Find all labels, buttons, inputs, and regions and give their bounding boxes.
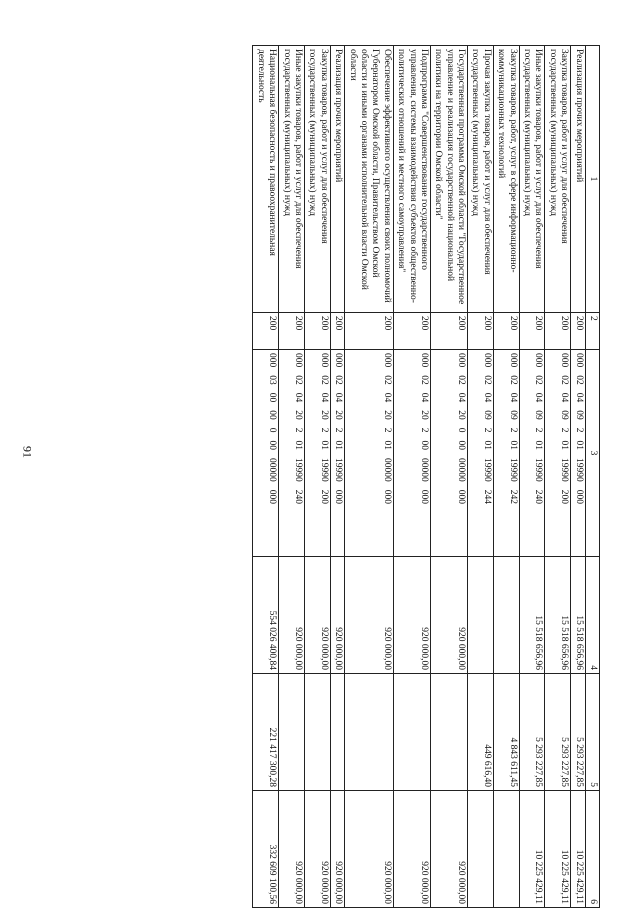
classification-part: 20 [418,410,429,420]
classification-part: 01 [573,440,584,450]
header-col-3: 3 [585,350,599,557]
classification-part: 2 [318,427,329,433]
row-amount-col6: 920 000,00 [393,791,430,908]
row-amount-col6: 920 000,00 [330,791,344,908]
classification-part: 20 [381,410,392,420]
row-amount-col5 [430,674,467,791]
row-name: Прочая закупка товаров, работ и услуг для обеспечения государственных (муниципальных) нужд [468,46,494,313]
page-number: 91 [20,446,35,458]
classification-part: 02 [293,375,304,385]
budget-table [252,45,600,908]
classification-part: 20 [293,410,304,420]
row-name: Подпрограмма "Совершенствование государственного управления, системы взаимодействия субъектов общественно-политических отношений и местного самоуправления" [393,46,430,313]
table-row [279,46,305,908]
classification-part: 000 [333,353,344,368]
budget-table-container [40,45,600,904]
row-amount-col4: 920 000,00 [279,557,305,674]
row-name: Обеспечение эффективного осуществления своих полномочий Губернатором Омской области, Правительством Омской области и иными органами исполнительной власти Омской области [345,46,394,313]
header-col-5: 5 [585,674,599,791]
classification-part: 01 [481,440,492,450]
classification-part: 09 [481,410,492,420]
classification-part: 01 [333,440,344,450]
classification-part: 2 [418,427,429,433]
table-row [305,46,331,908]
classification-part: 04 [333,392,344,403]
row-amount-col5: 449 616,40 [468,674,494,791]
row-classification [253,350,279,557]
classification-part: 04 [293,392,304,403]
row-code: 200 [279,313,305,350]
table-row [430,46,467,908]
classification-part: 20 [318,410,329,420]
classification-part: 01 [533,440,544,450]
table-row [345,46,394,908]
header-col-1: 1 [585,46,599,313]
classification-part: 000 [456,353,467,368]
classification-part: 000 [533,353,544,368]
classification-part: 000 [418,489,429,504]
classification-part: 19990 [481,458,492,482]
classification-part: 19990 [293,458,304,482]
classification-part: 000 [418,353,429,368]
classification-part: 02 [333,375,344,385]
classification-part: 00000 [381,458,392,482]
classification-part: 240 [293,489,304,504]
row-amount-col6: 10 225 429,11 [571,791,585,908]
classification-part: 01 [559,440,570,450]
table-row [468,46,494,908]
classification-part: 02 [481,375,492,385]
classification-part: 04 [559,392,570,403]
classification-part: 000 [267,489,278,504]
row-amount-col4 [493,557,519,674]
row-amount-col5 [305,674,331,791]
row-code: 200 [571,313,585,350]
classification-part: 02 [559,375,570,385]
row-amount-col4: 920 000,00 [330,557,344,674]
row-amount-col4: 920 000,00 [393,557,430,674]
row-code: 200 [305,313,331,350]
classification-part: 244 [481,489,492,504]
classification-part: 00 [267,440,278,450]
classification-part: 09 [533,410,544,420]
row-amount-col6: 332 609 100,56 [253,791,279,908]
row-code: 200 [519,313,545,350]
classification-part: 000 [333,489,344,504]
row-code: 200 [345,313,394,350]
classification-part: 000 [573,489,584,504]
row-amount-col6 [468,791,494,908]
row-classification [345,350,394,557]
classification-part: 01 [318,440,329,450]
classification-part: 2 [293,427,304,433]
table-row [393,46,430,908]
row-name: Закупка товаров, работ и услуг для обеспечения государственных (муниципальных) нужд [305,46,331,313]
row-classification [493,350,519,557]
classification-part: 2 [533,427,544,433]
row-classification [545,350,571,557]
classification-part: 19990 [318,458,329,482]
classification-part: 000 [293,353,304,368]
row-amount-col5: 5 293 227,85 [545,674,571,791]
classification-part: 20 [456,410,467,420]
classification-part: 2 [507,427,518,433]
classification-part: 00000 [418,458,429,482]
classification-part: 000 [507,353,518,368]
row-amount-col6: 10 225 429,11 [519,791,545,908]
classification-part: 2 [333,427,344,433]
classification-part: 000 [267,353,278,368]
row-amount-col6: 920 000,00 [279,791,305,908]
classification-part: 02 [573,375,584,385]
classification-part: 000 [573,353,584,368]
row-classification [571,350,585,557]
classification-part: 200 [318,489,329,504]
row-amount-col4: 920 000,00 [305,557,331,674]
row-amount-col5: 4 843 611,45 [493,674,519,791]
classification-part: 04 [533,392,544,403]
header-col-2: 2 [585,313,599,350]
row-name: Реализация прочих мероприятий [330,46,344,313]
row-amount-col5: 5 293 227,85 [571,674,585,791]
classification-part: 01 [293,440,304,450]
classification-part: 09 [559,410,570,420]
classification-part: 00 [267,392,278,403]
classification-part: 09 [573,410,584,420]
classification-part: 19990 [573,458,584,482]
row-amount-col5 [279,674,305,791]
classification-part: 19990 [507,458,518,482]
classification-part: 2 [481,427,492,433]
classification-part: 09 [507,410,518,420]
classification-part: 242 [507,489,518,504]
row-amount-col6: 10 225 429,11 [545,791,571,908]
row-name: Национальная безопасность и правоохранительная деятельность [253,46,279,313]
classification-part: 04 [573,392,584,403]
table-row [253,46,279,908]
row-classification [330,350,344,557]
row-name: Закупка товаров, работ и услуг для обеспечения государственных (муниципальных) нужд [545,46,571,313]
classification-part: 000 [381,353,392,368]
row-amount-col4 [468,557,494,674]
row-amount-col4: 15 518 656,96 [571,557,585,674]
row-code: 200 [330,313,344,350]
row-amount-col5 [393,674,430,791]
row-amount-col4: 15 518 656,96 [545,557,571,674]
row-amount-col6: 920 000,00 [305,791,331,908]
row-name: Иные закупки товаров, работ и услуг для обеспечения государственных (муниципальных) нужд [519,46,545,313]
row-amount-col6: 920 000,00 [345,791,394,908]
classification-part: 02 [418,375,429,385]
row-classification [519,350,545,557]
row-code: 200 [493,313,519,350]
row-classification [430,350,467,557]
header-col-6: 6 [585,791,599,908]
classification-part: 02 [381,375,392,385]
row-code: 200 [468,313,494,350]
row-amount-col6 [493,791,519,908]
classification-part: 00 [267,410,278,420]
row-name: Иные закупки товаров, работ и услуг для обеспечения государственных (муниципальных) нужд [279,46,305,313]
header-col-4: 4 [585,557,599,674]
classification-part: 04 [418,392,429,403]
classification-part: 03 [267,375,278,385]
classification-part: 20 [333,410,344,420]
table-row [545,46,571,908]
classification-part: 000 [481,353,492,368]
row-amount-col4: 15 518 656,96 [519,557,545,674]
row-name: Реализация прочих мероприятий [571,46,585,313]
row-classification [468,350,494,557]
classification-part: 000 [381,489,392,504]
classification-part: 00000 [456,458,467,482]
classification-part: 000 [559,353,570,368]
row-code: 200 [253,313,279,350]
table-row [571,46,585,908]
classification-part: 00 [456,440,467,450]
row-amount-col6: 920 000,00 [430,791,467,908]
classification-part: 04 [381,392,392,403]
row-name: Закупка товаров, работ, услуг в сфере информационно-коммуникационных технологий [493,46,519,313]
row-classification [305,350,331,557]
row-amount-col5 [330,674,344,791]
classification-part: 01 [381,440,392,450]
classification-part: 01 [507,440,518,450]
row-amount-col4: 554 026 400,84 [253,557,279,674]
header-row [585,46,599,908]
classification-part: 000 [456,489,467,504]
classification-part: 02 [318,375,329,385]
row-code: 200 [430,313,467,350]
classification-part: 19990 [559,458,570,482]
classification-part: 19990 [333,458,344,482]
classification-part: 04 [456,392,467,403]
row-amount-col5 [345,674,394,791]
classification-part: 02 [456,375,467,385]
classification-part: 240 [533,489,544,504]
classification-part: 04 [481,392,492,403]
table-row [493,46,519,908]
row-classification [393,350,430,557]
row-classification [279,350,305,557]
classification-part: 00 [418,440,429,450]
classification-part: 19990 [533,458,544,482]
classification-part: 00000 [267,458,278,482]
row-code: 200 [393,313,430,350]
classification-part: 04 [507,392,518,403]
classification-part: 2 [381,427,392,433]
row-amount-col4: 920 000,00 [345,557,394,674]
classification-part: 2 [559,427,570,433]
classification-part: 000 [318,353,329,368]
row-amount-col5: 5 293 227,85 [519,674,545,791]
classification-part: 0 [267,427,278,433]
classification-part: 04 [318,392,329,403]
table-row [330,46,344,908]
table-row [519,46,545,908]
row-name: Государственная программа Омской области "Государственное управление и реализация государственной национальной политики на территории Омской области" [430,46,467,313]
classification-part: 02 [507,375,518,385]
classification-part: 0 [456,427,467,433]
row-amount-col4: 920 000,00 [430,557,467,674]
row-code: 200 [545,313,571,350]
classification-part: 2 [573,427,584,433]
classification-part: 02 [533,375,544,385]
classification-part: 200 [559,489,570,504]
row-amount-col5: 221 417 300,28 [253,674,279,791]
